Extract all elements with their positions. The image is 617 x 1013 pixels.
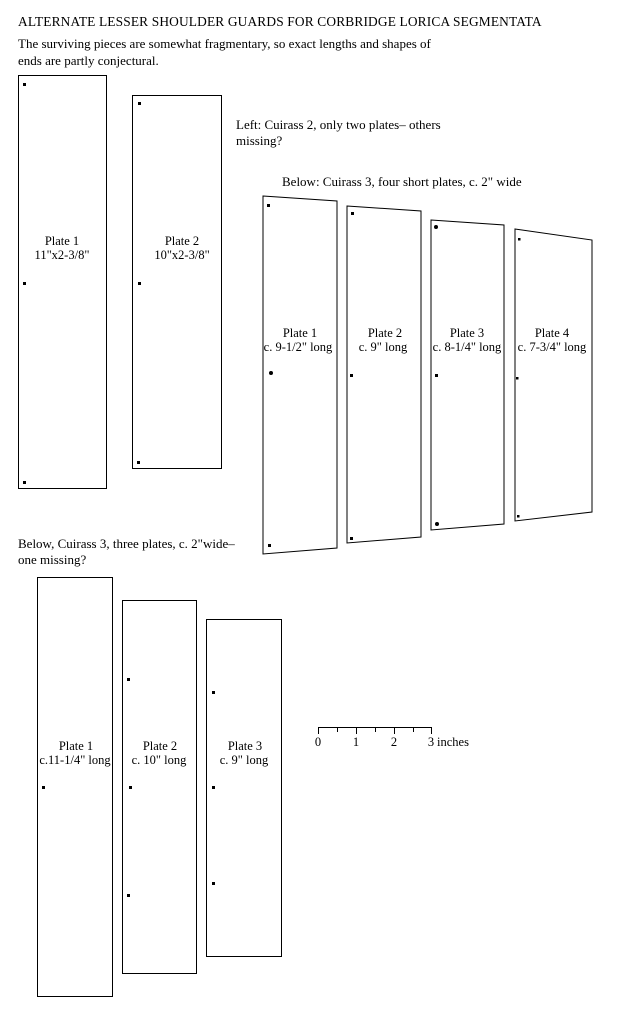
- plate-label: Plate 2: [164, 234, 200, 248]
- rivet-hole: [434, 225, 438, 229]
- plate-size: 11"x2-3/8": [34, 248, 90, 262]
- cuirass3-three-caption: Below, Cuirass 3, three plates, c. 2"wide–one missing?: [18, 536, 235, 567]
- cuirass3-three-plate-2: [123, 601, 197, 974]
- rivet-hole: [518, 238, 521, 241]
- rivet-hole: [127, 678, 130, 681]
- plate-label: Plate 2: [367, 326, 403, 340]
- scale-tick-label: 3: [427, 735, 435, 749]
- plate-label: Plate 4: [534, 326, 570, 340]
- plate-size: c. 8-1/4" long: [432, 340, 502, 354]
- plate-size: c.11-1/4" long: [39, 753, 111, 767]
- intro-note: The surviving pieces are somewhat fragmentary, so exact lengths and shapes of ends are partly conjectural.: [18, 36, 431, 68]
- scale-tick-label: 1: [352, 735, 360, 749]
- cuirass2-plate-1: [19, 76, 107, 489]
- cuirass3-four-plate-3: [431, 220, 504, 530]
- rivet-hole: [138, 102, 141, 105]
- cuirass3-four-plate-4: [515, 229, 592, 521]
- plate-label: Plate 3: [227, 739, 263, 753]
- scale-bar: [315, 727, 469, 749]
- plate-size: c. 7-3/4" long: [517, 340, 587, 354]
- rivet-hole: [23, 282, 26, 285]
- cuirass3-four-caption: Below: Cuirass 3, four short plates, c. 2" wide: [282, 174, 522, 189]
- scale-unit-label: inches: [437, 735, 469, 749]
- rivet-hole: [42, 786, 45, 789]
- plate-label: Plate 1: [282, 326, 318, 340]
- cuirass2-plate-2: [133, 96, 222, 469]
- plate-size: c. 9" long: [219, 753, 269, 767]
- rivet-hole: [268, 544, 271, 547]
- cuirass3-four-plate-1: [263, 196, 337, 554]
- rivet-hole: [137, 461, 140, 464]
- plate-label: Plate 1: [58, 739, 94, 753]
- rivet-hole: [23, 83, 26, 86]
- rivet-hole: [350, 374, 353, 377]
- rivet-hole: [23, 481, 26, 484]
- rivet-hole: [127, 894, 130, 897]
- plate-size: c. 9" long: [358, 340, 408, 354]
- rivet-hole: [212, 786, 215, 789]
- scale-tick-label: 0: [314, 735, 322, 749]
- plate-size: c. 9-1/2" long: [263, 340, 333, 354]
- rivet-hole: [517, 515, 520, 518]
- plate-size: 10"x2-3/8": [154, 248, 210, 262]
- rivet-hole: [435, 522, 439, 526]
- rivet-hole: [267, 204, 270, 207]
- page-title: ALTERNATE LESSER SHOULDER GUARDS FOR CORBRIDGE LORICA SEGMENTATA: [18, 14, 542, 29]
- plate-label: Plate 3: [449, 326, 485, 340]
- cuirass3-four-plate-2: [347, 206, 421, 543]
- rivet-hole: [212, 691, 215, 694]
- rivet-hole: [269, 371, 273, 375]
- rivet-hole: [350, 537, 353, 540]
- cuirass2-caption: Left: Cuirass 2, only two plates– others missing?: [236, 117, 441, 148]
- cuirass3-three-plate-3: [207, 620, 282, 957]
- plate-label: Plate 2: [142, 739, 178, 753]
- rivet-hole: [435, 374, 438, 377]
- plate-size: c. 10" long: [131, 753, 187, 767]
- rivet-hole: [351, 212, 354, 215]
- cuirass3-three-plate-1: [38, 578, 113, 997]
- rivet-hole: [212, 882, 215, 885]
- rivet-hole: [138, 282, 141, 285]
- plate-label: Plate 1: [44, 234, 80, 248]
- scale-tick-label: 2: [390, 735, 398, 749]
- rivet-hole: [129, 786, 132, 789]
- rivet-hole: [516, 377, 519, 380]
